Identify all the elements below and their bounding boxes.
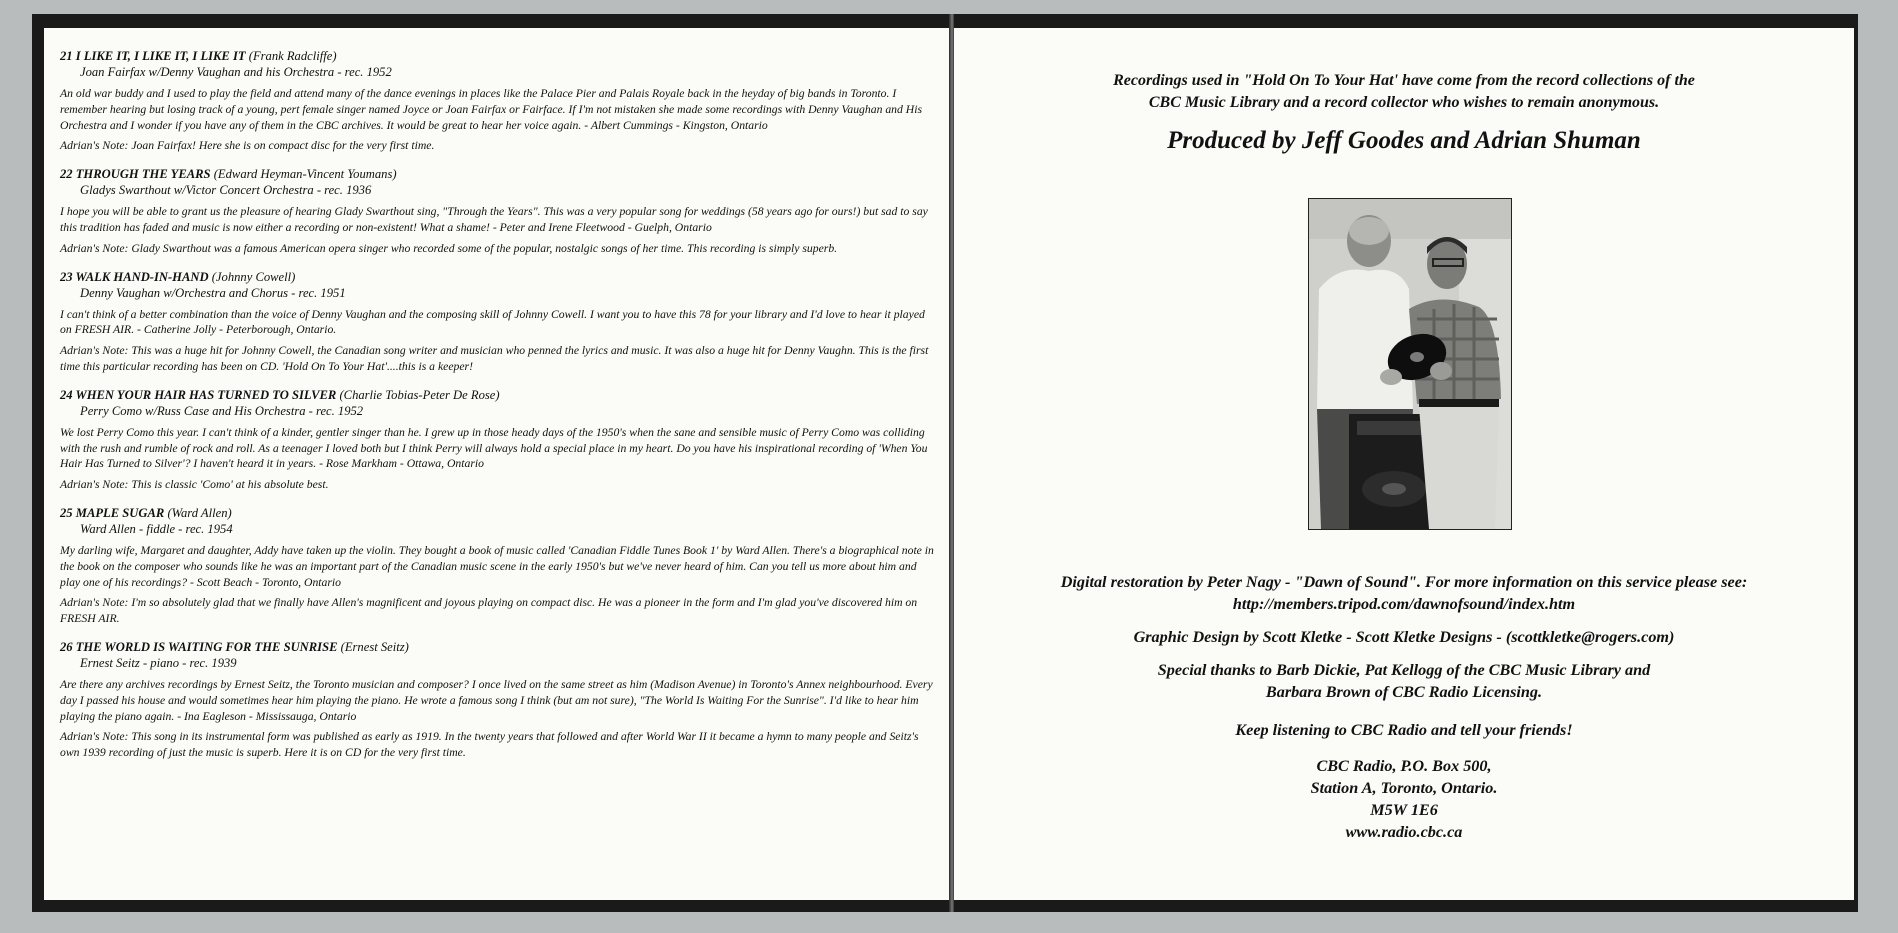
listener-request: I hope you will be able to grant us the pleasure of hearing Glady Swarthout sing, "Through the Years". This was a very popular song for weddings (58 years ago for ours!) but sad to say this tradition has faded and music is now either a recording or non-existent! What a shame! - Peter and Irene Fleetwood - Guelph, Ontario [60,205,928,234]
restoration-url: http://members.tripod.com/dawnofsound/index.htm [1232,595,1576,613]
adrians-note: Adrian's Note: Glady Swarthout was a famous American opera singer who recorded some of the popular, nostalgic songs of her time. This recording is simply superb. [60,241,838,255]
recordings-note-line2: CBC Music Library and a record collector who wishes to remain anonymous. [1148,94,1660,111]
adrians-note: Adrian's Note: This was a huge hit for Johnny Cowell, the Canadian song writer and musician who penned the lyrics and music. It was also a huge hit for Denny Vaughn. This is the first time this particular recording has been on CD. 'Hold On To Your Hat'....this is a keeper! [60,344,929,373]
song-title: 22 THROUGH THE YEARS [60,167,211,182]
adrians-note: Adrian's Note: This is classic 'Como' at his absolute best. [60,478,329,492]
song-entry-22 [60,166,934,256]
listener-request: My darling wife, Margaret and daughter, Addy have taken up the violin. They bought a book of music called 'Canadian Fiddle Tunes Book 1' by Ward Allen. There's a biographical note in the book on the composer who sounds like he was an important part of the Canadian music scene in the early 1950's but we've never heard of him. Can you tell us more about him and play one of his recordings? - Scott Beach - Toronto, Ontario [60,543,934,589]
song-performer: Joan Fairfax w/Denny Vaughan and his Orchestra - rec. 1952 [80,65,392,79]
song-composer: (Ernest Seitz) [340,639,409,654]
listener-request: An old war buddy and I used to play the field and attend many of the dance evenings in places like the Palace Pier and Palais Royale back in the heyday of big bands in Toronto. I remember hearing but losing track of a young, pert female singer named Joyce or Joan Fairfax or Fairface. If I'm not mistaken she made some recordings with Denny Vaughan and His Orchestra and I wonder if you have any of them in the CBC archives. It would be great to hear her voice again. - Albert Cummings - Kingston, Ontario [60,87,923,132]
right-page [954,28,1854,900]
address-line: Station A, Toronto, Ontario. [1310,779,1498,797]
keep-listening-slogan: Keep listening to CBC Radio and tell your friends! [1235,721,1573,739]
song-performer: Ernest Seitz - piano - rec. 1939 [80,655,237,670]
credits-header [954,70,1854,156]
special-thanks-line2: Barbara Brown of CBC Radio Licensing. [1265,683,1543,701]
adrians-note: Adrian's Note: I'm so absolutely glad that we finally have Allen's magnificent and joyous playing on compact disc. He was a pioneer in the form and I'm glad you've discovered him on FRESH AIR. [60,596,918,626]
song-title: 24 WHEN YOUR HAIR HAS TURNED TO SILVER [60,387,337,402]
song-title: 21 I LIKE IT, I LIKE IT, I LIKE IT [60,49,246,63]
mailing-address [954,755,1854,843]
producers-photo-image [1309,199,1511,529]
left-page [44,28,949,900]
producers-photo [1308,198,1512,530]
song-performer: Ward Allen - fiddle - rec. 1954 [80,521,233,536]
song-title: 23 WALK HAND-IN-HAND [60,269,209,284]
song-title: 26 THE WORLD IS WAITING FOR THE SUNRISE [60,639,338,654]
produced-by: Produced by Jeff Goodes and Adrian Shuman [1167,127,1641,154]
song-entry-24 [60,387,934,493]
website-url: www.radio.cbc.ca [1345,823,1463,841]
credits-footer [954,571,1854,843]
song-entry-21 [60,48,934,154]
graphic-design-credit: Graphic Design by Scott Kletke - Scott Kletke Designs - (scottkletke@rogers.com) [1133,628,1675,646]
song-entry-23 [60,269,934,375]
song-entry-25 [60,505,934,627]
listener-request: I can't think of a better combination than the voice of Denny Vaughan and the composing skill of Johnny Cowell. I want you to have this 78 for your library and I'd love to hear it played on FRESH AIR. - Catherine Jolly - Peterborough, Ontario. [60,307,925,337]
special-thanks-line1: Special thanks to Barb Dickie, Pat Kellogg of the CBC Music Library and [1157,661,1651,679]
song-composer: (Johnny Cowell) [211,269,296,284]
listener-request: We lost Perry Como this year. I can't think of a kinder, gentler singer than he. I grew up in those heady days of the 1950's when the sane and sensible music of Perry Como was colliding with the rush and rumble of rock and roll. As a teenager I loved both but I think Perry will always hold a special place in my heart. Do you have his inspirational recording of 'When You Hair Has Turned to Silver'? I haven't heard it in years. - Rose Markham - Ottawa, Ontario [60,425,928,471]
song-composer: (Charlie Tobias-Peter De Rose) [339,387,500,402]
address-postal-code: M5W 1E6 [1370,801,1438,819]
recordings-note-line1: Recordings used in "Hold On To Your Hat' have come from the record collections of the [1113,72,1695,89]
song-composer: (Frank Radcliffe) [248,49,337,63]
song-entry-26 [60,639,934,761]
song-performer: Denny Vaughan w/Orchestra and Chorus - rec. 1951 [80,285,346,300]
restoration-line1: Digital restoration by Peter Nagy - "Dawn of Sound". For more information on this service please see: [1060,573,1748,591]
listener-request: Are there any archives recordings by Ernest Seitz, the Toronto musician and composer? I once lived on the same street as him (Madison Avenue) in Toronto's Annex neighbourhood. Every day I passed his house and would sometimes hear him playing the piano. He wrote a famous song I think (but am not sure), "The World Is Waiting For the Sunrise". I'd like to hear him playing the piano again. - Ina Eagleson - Mississauga, Ontario [60,677,933,723]
song-composer: (Edward Heyman-Vincent Youmans) [213,167,397,182]
adrians-note: Adrian's Note: Joan Fairfax! Here she is on compact disc for the very first time. [60,139,435,153]
song-performer: Gladys Swarthout w/Victor Concert Orchestra - rec. 1936 [80,183,372,198]
song-composer: (Ward Allen) [167,505,232,520]
song-title: 25 MAPLE SUGAR [60,505,165,520]
address-line: CBC Radio, P.O. Box 500, [1316,757,1492,775]
song-notes [60,48,934,773]
adrians-note: Adrian's Note: This song in its instrumental form was published as early as 1919. In the twenty years that followed and after World War II it became a hymn to many people and Seitz's own 1939 recording of just the music is superb. Here it is on CD for the very first time. [60,730,919,760]
song-performer: Perry Como w/Russ Case and His Orchestra - rec. 1952 [80,403,364,418]
